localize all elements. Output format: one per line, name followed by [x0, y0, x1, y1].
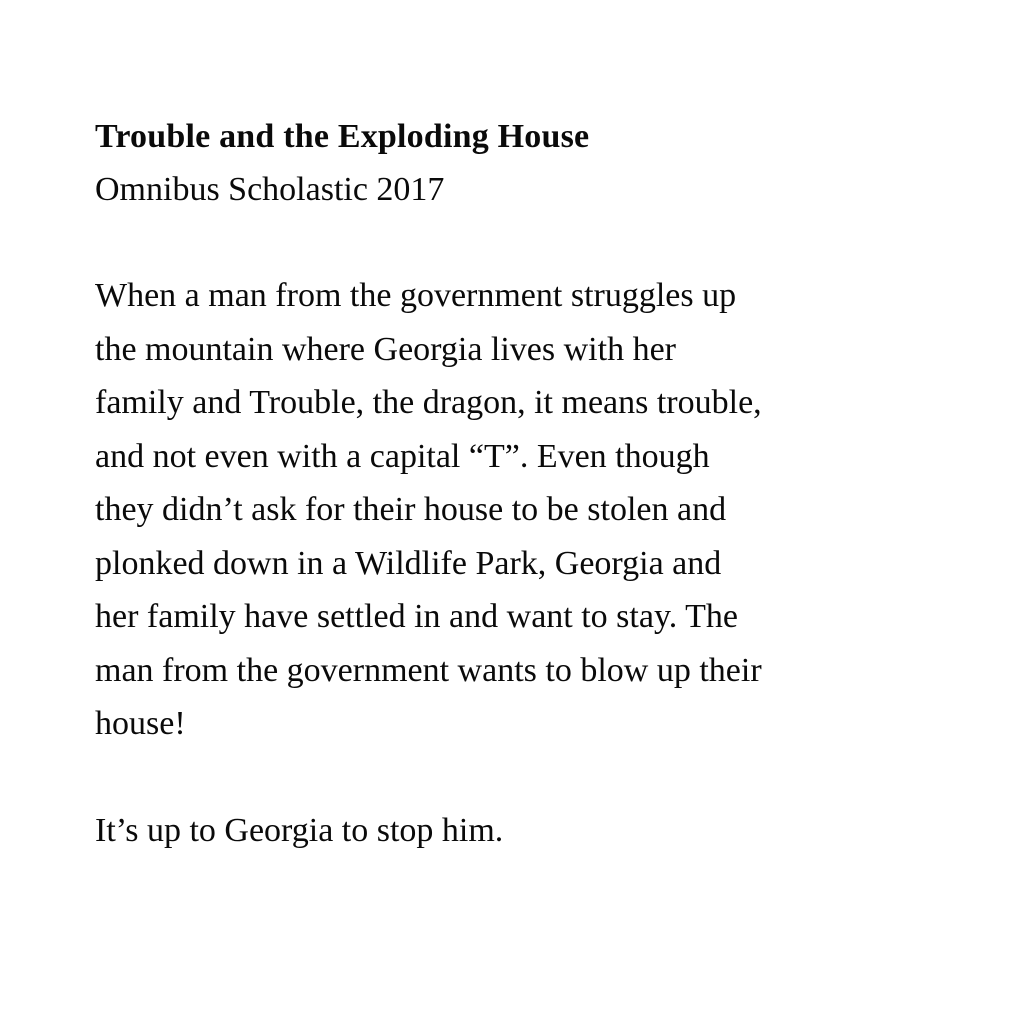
closing-paragraph [95, 804, 969, 858]
synopsis-line: and not even with a capital “T”. Even though [95, 437, 710, 475]
synopsis-line: man from the government wants to blow up their [95, 651, 762, 689]
publisher-line: Omnibus Scholastic 2017 [95, 171, 445, 208]
synopsis-line: house! [95, 705, 186, 742]
synopsis-line: When a man from the government struggles up [95, 277, 737, 314]
synopsis-line: they didn’t ask for their house to be stolen and [95, 491, 727, 528]
synopsis-line: family and Trouble, the dragon, it means trouble, [95, 384, 762, 421]
book-title: Trouble and the Exploding House [95, 118, 590, 155]
closing-line: It’s up to Georgia to stop him. [95, 811, 504, 849]
synopsis-line: her family have settled in and want to stay. The [95, 598, 738, 635]
synopsis-line: plonked down in a Wildlife Park, Georgia and [95, 544, 722, 582]
synopsis-line: the mountain where Georgia lives with her [95, 330, 676, 368]
synopsis-paragraph [95, 269, 969, 751]
